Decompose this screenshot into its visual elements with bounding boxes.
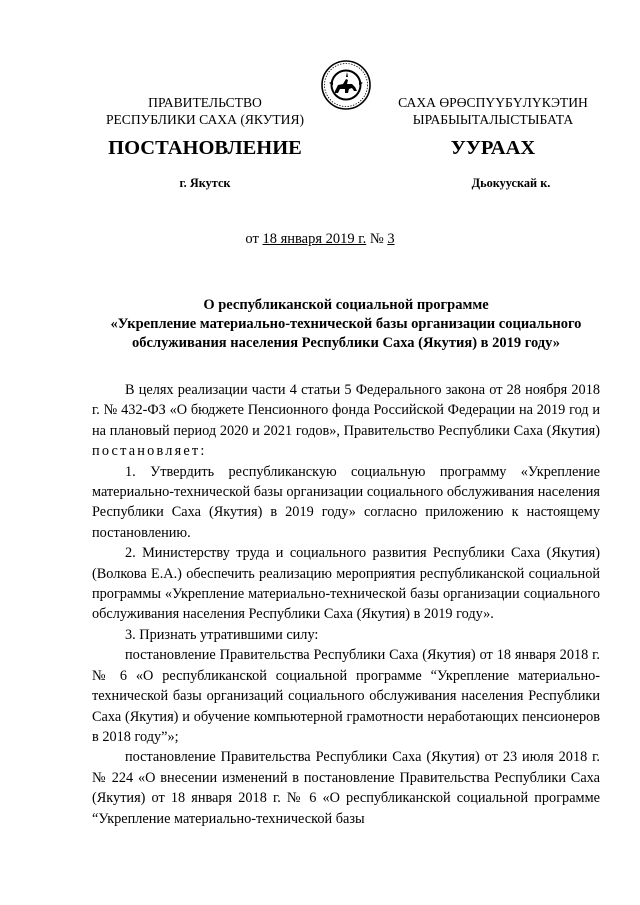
- paragraph-4: постановление Правительства Республики Саха (Якутия) от 18 января 2018 г. № 6 «О республиканской социальной программе “Укрепление материально-технической базы организаций социального обслуживания населения Республики Саха (Якутия) и обучение компьютерной грамотности неработающих пенсионеров в 2018 году”»;: [92, 647, 600, 745]
- preamble-text: В целях реализации части 4 статьи 5 Федерального закона от 28 ноября 2018 г. № 432-ФЗ «О бюджете Пенсионного фонда Российской Федерации на 2019 год и на плановый период 2020 и 2021 годов», Правительство Республики Саха (Якутия): [92, 382, 600, 439]
- org-line-2: РЕСПУБЛИКИ САХА (ЯКУТИЯ): [105, 112, 305, 127]
- paragraph-1: 1. Утвердить республиканскую социальную программу «Укрепление материально-технической базы организации социального обслуживания населения Республики Саха (Якутия) в 2019 году» согласно приложению к настоящему постановлению.: [92, 463, 600, 541]
- org-line-2: ЫРАБЫЫТАЛЫСТЫБАТА: [412, 112, 574, 127]
- document-number: 3: [387, 231, 395, 247]
- title-line-3: обслуживания населения Республики Саха (Якутия) в 2019 году»: [132, 335, 560, 351]
- doc-type-sah: УУРААХ: [450, 137, 536, 159]
- preamble-paragraph: [92, 380, 600, 462]
- paragraph-2: 2. Министерству труда и социального развития Республики Саха (Якутия) (Волкова Е.А.) обеспечить реализацию мероприятия республиканской социальной программы «Укрепление материально-технической базы организации социального обслуживания населения Республики Саха (Якутия) в 2019 году».: [92, 545, 600, 623]
- document-title: [90, 296, 602, 353]
- city-ru: г. Якутск: [179, 176, 231, 190]
- government-name-ru: [98, 94, 312, 128]
- paragraph-3: 3. Признать утратившими силу:: [125, 626, 319, 643]
- title-line-2: «Укрепление материально-технической базы организации социального: [110, 316, 582, 332]
- date-line: [0, 231, 640, 248]
- title-line-1: О республиканской социальной программе: [203, 297, 489, 313]
- coat-of-arms-emblem-icon: [321, 60, 371, 110]
- city-sah: Дьокуускай к.: [471, 176, 551, 190]
- government-name-sah: [386, 94, 600, 128]
- doc-type-ru: ПОСТАНОВЛЕНИЕ: [108, 137, 302, 159]
- decree-word: постановляет:: [92, 443, 207, 460]
- document-body: [92, 380, 600, 829]
- date-prefix: от: [245, 231, 263, 247]
- document-date: 18 января 2019 г.: [262, 231, 367, 247]
- org-line-1: ПРАВИТЕЛЬСТВО: [148, 95, 262, 110]
- number-label: №: [366, 231, 388, 247]
- org-line-1: САХА ӨРӨСПҮҮБҮЛҮКЭТИН: [398, 95, 588, 110]
- paragraph-5: постановление Правительства Республики Саха (Якутия) от 23 июля 2018 г. № 224 «О внесении изменений в постановление Правительства Республики Саха (Якутия) от 18 января 2018 г. № 6 «О республиканской социальной программе “Укрепление материально-технической базы: [92, 749, 600, 827]
